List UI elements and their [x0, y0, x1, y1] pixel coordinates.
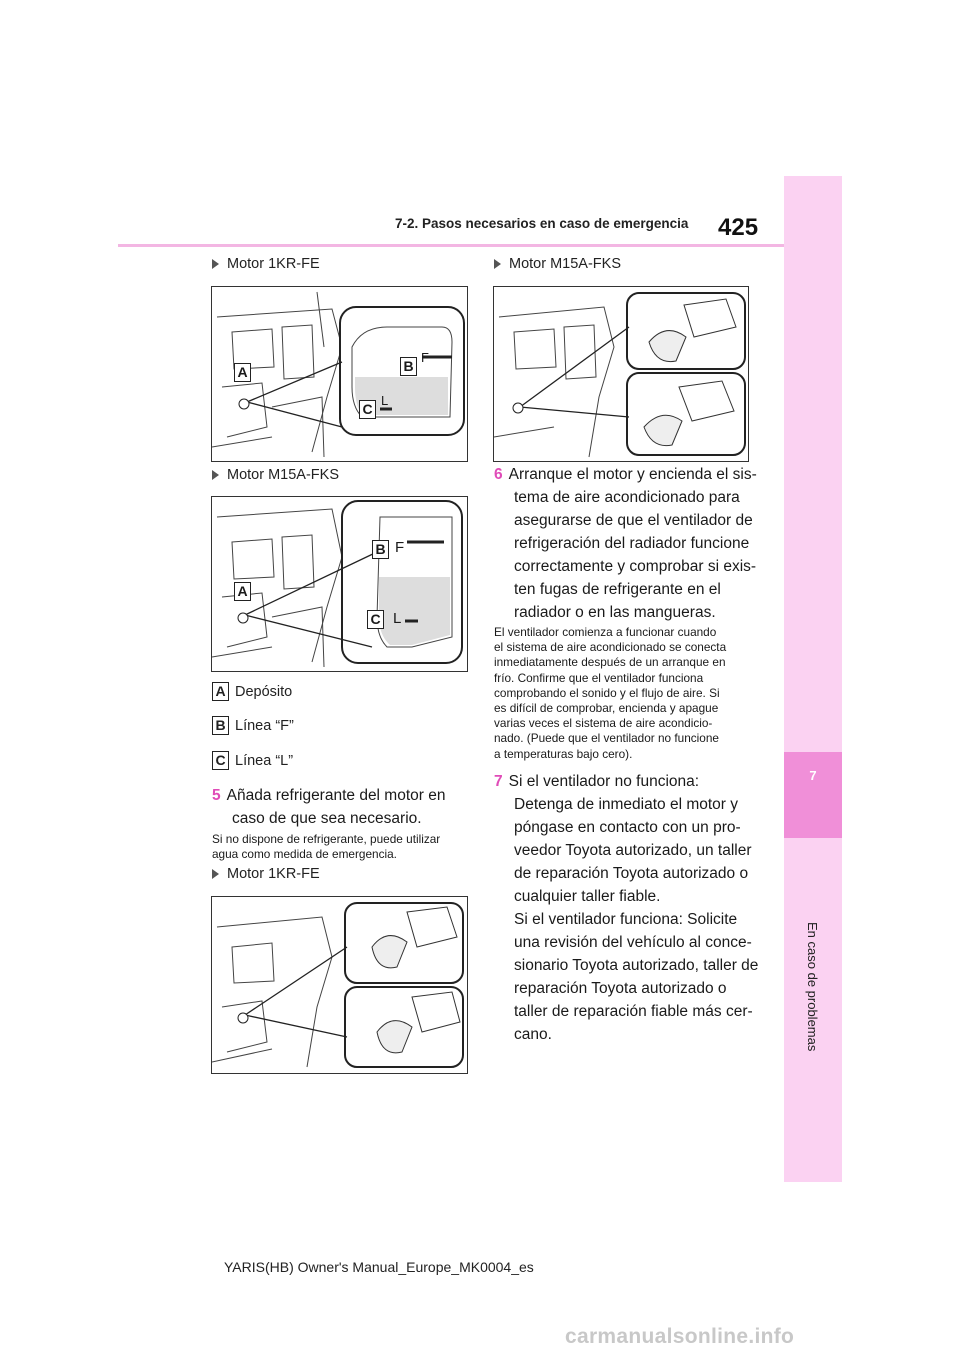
note-line: el sistema de aire acondicionado se conecta	[494, 640, 727, 655]
legend-letter: B	[212, 716, 229, 735]
note-line: a temperaturas bajo cero).	[494, 746, 633, 761]
step-number: 7	[494, 773, 503, 790]
step-text: cano.	[514, 1026, 552, 1043]
line-f-label: F	[421, 350, 429, 365]
step-text: taller de reparación fiable más cer-	[514, 1003, 753, 1020]
step-text: tema de aire acondicionado para	[514, 489, 740, 506]
step-text: correctamente y comprobar si exis-	[514, 558, 757, 575]
line-l-label: L	[381, 393, 389, 408]
step-number: 5	[212, 787, 221, 804]
step-6-note	[494, 625, 766, 762]
step-6	[494, 463, 764, 624]
note-line: agua como medida de emergencia.	[212, 847, 397, 862]
step-text: Si el ventilador no funciona:	[508, 773, 700, 790]
step-7	[494, 770, 764, 1046]
step-text: asegurarse de que el ventilador de	[514, 512, 753, 529]
chapter-title-text: En caso de problemas	[805, 922, 820, 1052]
step-5-note	[212, 832, 477, 862]
bullet-triangle-icon	[494, 259, 501, 269]
coolant-refill-illustration	[494, 287, 748, 461]
step-text: de reparación Toyota autorizado o	[514, 865, 749, 882]
legend-text: Línea “F”	[235, 717, 294, 734]
step-text: radiador o en las mangueras.	[514, 604, 716, 621]
bullet-label: Motor 1KR-FE	[227, 256, 320, 272]
note-line: El ventilador comienza a funcionar cuando	[494, 625, 717, 639]
legend-text: Depósito	[235, 683, 293, 700]
step-number: 6	[494, 466, 503, 483]
step-text: refrigeración del radiador funcione	[514, 535, 750, 552]
step-text: una revisión del vehículo al conce-	[514, 934, 752, 951]
bullet-motor-m15a-fks-right	[494, 256, 621, 272]
step-text: reparación Toyota autorizado o	[514, 980, 727, 997]
coolant-refill-illustration	[212, 897, 467, 1073]
chapter-number: 7	[809, 768, 817, 783]
note-line: Si no dispone de refrigerante, puede utilizar	[212, 832, 441, 846]
step-text: Si el ventilador funciona: Solicite	[514, 911, 738, 928]
step-text: Detenga de inmediato el motor y	[514, 796, 739, 813]
callout-c: C	[367, 610, 384, 629]
bullet-motor-m15a-fks	[212, 467, 339, 483]
note-line: varias veces el sistema de aire acondicio-	[494, 716, 713, 731]
figure-1kr-fe-refill	[211, 896, 468, 1074]
step-text: Arranque el motor y encienda el sis-	[508, 466, 757, 483]
callout-a: A	[234, 582, 251, 601]
section-title: 7-2. Pasos necesarios en caso de emergencia	[395, 216, 689, 231]
bullet-motor-1kr-fe-2	[212, 866, 320, 882]
step-text: sionario Toyota autorizado, taller de	[514, 957, 759, 974]
step-text: Añada refrigerante del motor en	[226, 787, 446, 804]
legend-item-c	[212, 751, 293, 770]
note-line: es difícil de comprobar, encienda y apague	[494, 701, 719, 716]
step-text: cualquier taller fiable.	[514, 888, 661, 905]
legend-letter: C	[212, 751, 229, 770]
figure-1kr-fe-reservoir	[211, 286, 468, 462]
callout-a: A	[234, 363, 251, 382]
step-text: veedor Toyota autorizado, un taller	[514, 842, 752, 859]
callout-b: B	[400, 357, 417, 376]
chapter-title	[800, 922, 820, 1052]
legend-text: Línea “L”	[235, 752, 294, 769]
page-number: 425	[718, 214, 759, 241]
bullet-label: Motor M15A-FKS	[509, 256, 621, 272]
bullet-label: Motor 1KR-FE	[227, 866, 320, 882]
callout-c: C	[359, 400, 376, 419]
bullet-triangle-icon	[212, 470, 219, 480]
legend-item-a	[212, 682, 292, 701]
watermark: carmanualsonline.info	[565, 1325, 795, 1348]
chapter-number-tab	[784, 752, 842, 838]
header-divider	[118, 244, 784, 247]
figure-m15a-fks-reservoir	[211, 496, 468, 672]
legend-letter: A	[212, 682, 229, 701]
line-f-label: F	[395, 539, 405, 556]
figure-m15a-fks-refill	[493, 286, 749, 462]
callout-b: B	[372, 540, 389, 559]
bullet-motor-1kr-fe	[212, 256, 320, 272]
line-l-label: L	[393, 610, 402, 627]
note-line: nado. (Puede que el ventilador no funcione	[494, 731, 719, 746]
bullet-triangle-icon	[212, 869, 219, 879]
note-line: frío. Confirme que el ventilador funciona	[494, 670, 704, 685]
footer-manual-id: YARIS(HB) Owner's Manual_Europe_MK0004_es	[224, 1259, 534, 1275]
legend-item-b	[212, 716, 294, 735]
step-5	[212, 784, 472, 830]
bullet-label: Motor M15A-FKS	[227, 467, 339, 483]
step-text: ten fugas de refrigerante en el	[514, 581, 721, 598]
note-line: comprobando el sonido y el flujo de aire. Si	[494, 685, 720, 700]
bullet-triangle-icon	[212, 259, 219, 269]
step-text: póngase en contacto con un pro-	[514, 819, 741, 836]
step-text: caso de que sea necesario.	[232, 810, 422, 827]
note-line: inmediatamente después de un arranque en	[494, 655, 726, 670]
